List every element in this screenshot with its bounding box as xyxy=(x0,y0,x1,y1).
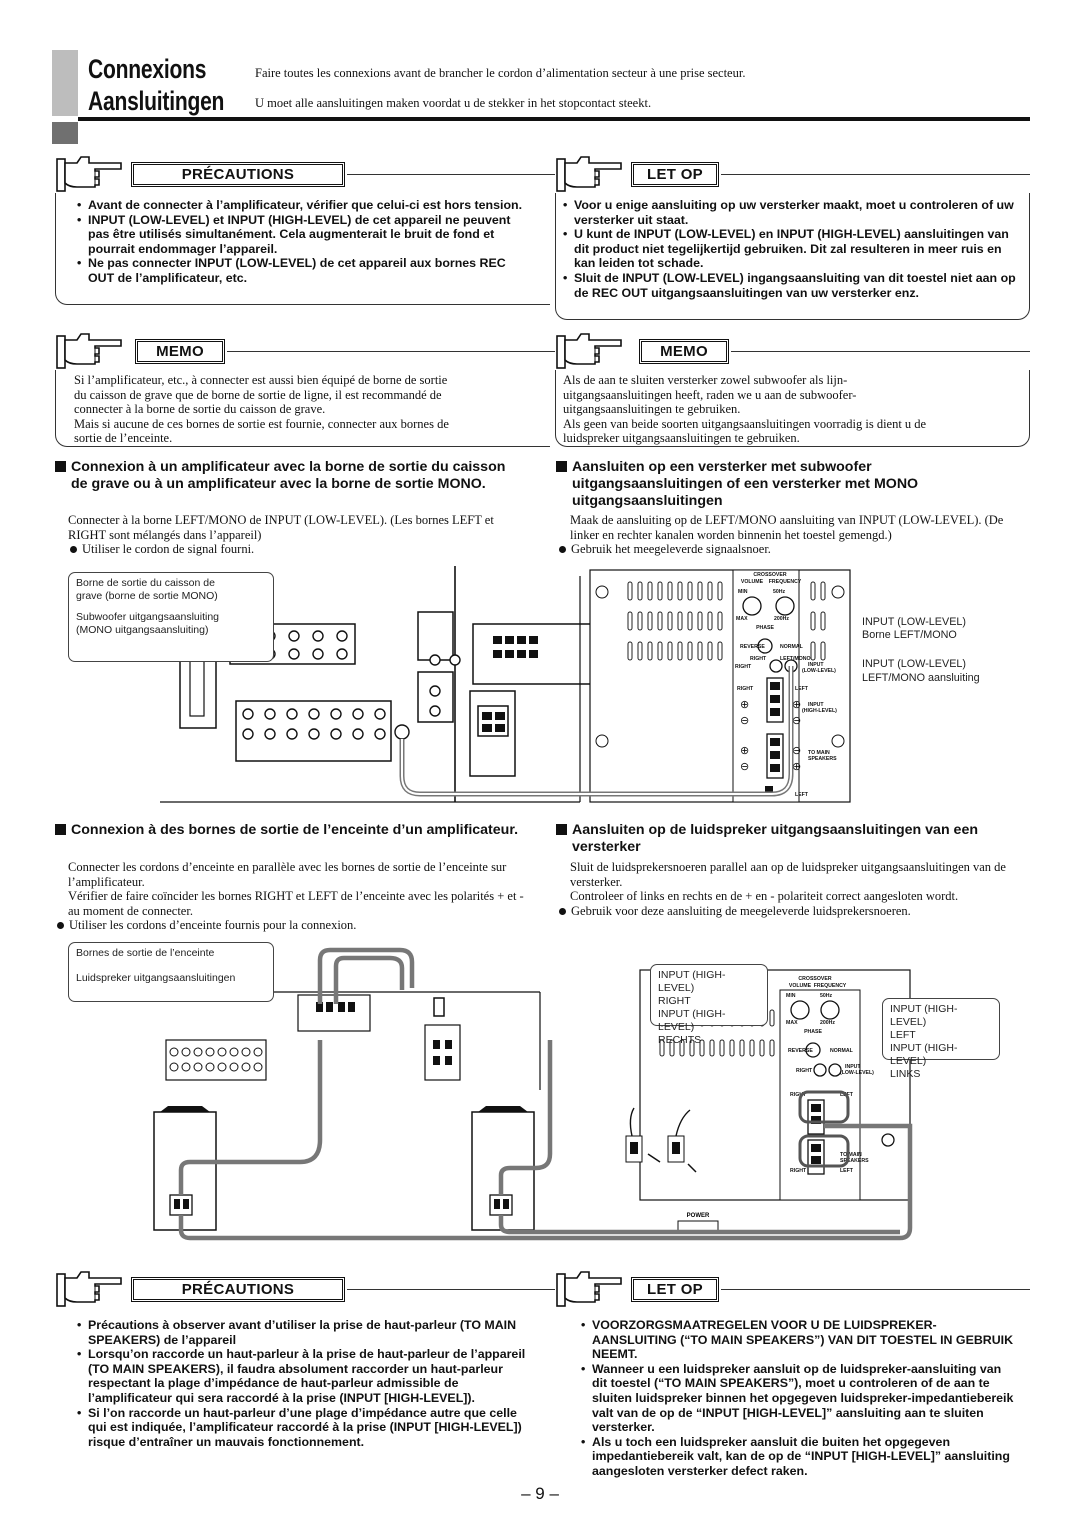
list-item: • Wanneer u een luidspreker aansluit op de luidspreker-aansluiting van dit toestel (“TO MAIN SPEAKERS”), moet u controleren of de aan te sluiten luidspreker binnen het opgegeven luidspreker-impedantiebereik valt van de op de “INPUT [HIGH-LEVEL]” aansluiting aan te sluiten versterker. xyxy=(578,1362,1018,1435)
svg-text:REVERSE: REVERSE xyxy=(740,644,765,650)
svg-text:FREQUENCY: FREQUENCY xyxy=(768,579,802,585)
speaker-left xyxy=(154,1106,216,1230)
svg-text:50Hz: 50Hz xyxy=(773,589,786,595)
subwoofer-rear-panel xyxy=(590,570,850,802)
list-item: • Précautions à observer avant d’utiliser la prise de haut-parleur (TO MAIN SPEAKERS) de l’appareil xyxy=(74,1318,534,1347)
svg-text:POWER: POWER xyxy=(686,1213,710,1219)
svg-text:⊕: ⊕ xyxy=(740,745,750,757)
letop-top-list xyxy=(560,198,1020,300)
memo-nl-text: Als de aan te sluiten versterker zowel subwoofer als lijn- uitgangsaansluitingen heeft, raden we u aan de subwoofer- uitgangsaansluitingen te gebruiken. Als geen van beide soorten uitgangsaansluitingen voorradig is dient u de luidspreker uitgangsaansluitingen te gebruiken. xyxy=(563,373,927,446)
title-nl: Aansluitingen xyxy=(88,86,225,116)
list-item: • Si l’on raccorde un haut-parleur d’une plage d’impédance autre que celle qui est indiquée, l’amplificateur raccordé à la prise (INPUT [HIGH-LEVEL]) risque d’entraîner un mauvais fonctionnement. xyxy=(74,1406,534,1450)
svg-text:(LOW-LEVEL): (LOW-LEVEL) xyxy=(840,1070,874,1076)
header-rule-line xyxy=(347,1289,555,1290)
list-item: • Avant de connecter à l’amplificateur, vérifier que celui-ci est hors tension. xyxy=(74,198,534,213)
svg-text:⊖: ⊖ xyxy=(740,715,750,727)
pointing-hand-icon xyxy=(555,155,625,195)
letop-tag: LET OP xyxy=(631,1277,719,1302)
title-fr: Connexions xyxy=(88,54,207,84)
header-rule-line xyxy=(721,1289,1030,1290)
pointing-hand-icon xyxy=(555,1270,625,1310)
svg-text:TO MAIN: TO MAIN xyxy=(808,750,830,756)
svg-text:NORMAL: NORMAL xyxy=(830,1048,853,1054)
svg-text:INPUT: INPUT xyxy=(808,662,824,668)
svg-text:NORMAL: NORMAL xyxy=(780,644,803,650)
precautions-tag: PRÉCAUTIONS xyxy=(131,1277,345,1302)
svg-text:⊕: ⊕ xyxy=(792,761,802,773)
list-item: • Sluit de INPUT (LOW-LEVEL) ingangsaansluiting van dit toestel niet aan op de REC OUT uitgangsaansluitingen van uw versterker enz. xyxy=(560,271,1020,300)
section2-nl-heading: Aansluiten op de luidspreker uitgangsaansluitingen van een versterker xyxy=(556,822,1026,856)
list-item: • Voor u enige aansluiting op uw versterker maakt, moet u controleren of uw versterker uit staat. xyxy=(560,198,1020,227)
svg-text:200Hz: 200Hz xyxy=(820,1020,835,1026)
svg-text:50Hz: 50Hz xyxy=(820,993,833,999)
memo-tag: MEMO xyxy=(135,339,225,364)
diagram2-callout-right: INPUT (HIGH-LEVEL) LEFT INPUT (HIGH-LEVEL) LINKS xyxy=(882,998,1000,1060)
svg-text:SPEAKERS: SPEAKERS xyxy=(808,756,837,762)
letop-bottom-section xyxy=(555,1270,1030,1310)
section2-fr-heading: Connexion à des bornes de sortie de l’enceinte d’un amplificateur. xyxy=(55,822,525,839)
svg-text:LEFT: LEFT xyxy=(795,686,808,692)
svg-text:⊖: ⊖ xyxy=(792,745,802,757)
svg-text:RIGHT: RIGHT xyxy=(735,664,752,670)
svg-text:CROSSOVER: CROSSOVER xyxy=(753,572,787,578)
letop-top-section xyxy=(555,155,1030,195)
section2-nl-body: Sluit de luidsprekersnoeren parallel aan op de luidspreker uitgangsaansluitingen van de versterker. Controleer of links en rechts en de + en - polariteit correct aangesloten wordt. Gebruik voor deze aansluiting de meegeleverde luidsprekersnoeren. xyxy=(570,860,1032,918)
precautions-bottom-list xyxy=(74,1318,534,1449)
svg-text:VOLUME: VOLUME xyxy=(740,579,764,585)
svg-text:LEFT/MONO: LEFT/MONO xyxy=(780,656,811,662)
header-rule xyxy=(78,117,1030,121)
amplifier-rear-panel xyxy=(160,992,540,1090)
header-bar-dark xyxy=(52,122,78,144)
svg-text:LEFT: LEFT xyxy=(840,1092,853,1098)
pointing-hand-icon xyxy=(55,155,125,195)
svg-text:(HIGH-LEVEL): (HIGH-LEVEL) xyxy=(802,708,837,714)
svg-text:MIN: MIN xyxy=(786,993,796,999)
svg-text:CROSSOVER: CROSSOVER xyxy=(798,976,832,982)
precautions-top-list xyxy=(74,198,534,286)
svg-text:MAX: MAX xyxy=(786,1020,798,1026)
pointing-hand-icon xyxy=(555,332,625,372)
svg-text:RIGHT: RIGHT xyxy=(737,792,754,798)
svg-text:TO MAIN: TO MAIN xyxy=(840,1152,862,1158)
svg-text:200Hz: 200Hz xyxy=(774,616,789,622)
svg-text:INPUT: INPUT xyxy=(845,1064,861,1070)
svg-text:MAX: MAX xyxy=(736,616,748,622)
header-rule-line xyxy=(731,351,1030,352)
svg-text:SPEAKERS: SPEAKERS xyxy=(840,1158,869,1164)
svg-text:PHASE: PHASE xyxy=(804,1029,822,1035)
section1-nl-body: Maak de aansluiting op de LEFT/MONO aansluiting van INPUT (LOW-LEVEL). (De linker en rechter kanalen worden binnenin het toestel gemengd.) Gebruik het meegeleverde signaalsnoer. xyxy=(570,513,1032,557)
svg-text:MIN: MIN xyxy=(738,589,748,595)
header-rule-line xyxy=(227,351,555,352)
section1-nl-heading: Aansluiten op een versterker met subwoofer uitgangsaansluitingen of een versterker met MONO uitgangsaansluitingen xyxy=(556,459,1016,510)
svg-text:LEFT: LEFT xyxy=(795,792,808,798)
pointing-hand-icon xyxy=(55,332,125,372)
svg-text:⊕: ⊕ xyxy=(792,699,802,711)
letop-tag: LET OP xyxy=(631,162,719,187)
memo-nl-section xyxy=(555,332,1030,372)
subtitle-fr: Faire toutes les connexions avant de brancher le cordon d’alimentation secteur à une prise secteur. xyxy=(255,66,746,80)
diagram1-labels-right: INPUT (LOW-LEVEL) Borne LEFT/MONO INPUT (LOW-LEVEL) LEFT/MONO aansluiting xyxy=(862,616,980,684)
header-rule-line xyxy=(721,174,1030,175)
header-bar-light xyxy=(52,50,78,116)
svg-text:INPUT: INPUT xyxy=(808,702,824,708)
precautions-tag: PRÉCAUTIONS xyxy=(131,162,345,187)
precautions-top-section xyxy=(55,155,555,195)
list-item: • Ne pas connecter INPUT (LOW-LEVEL) de cet appareil aux bornes REC OUT de l’amplificateur, etc. xyxy=(74,256,534,285)
svg-text:RIGHT: RIGHT xyxy=(750,656,767,662)
svg-text:REVERSE: REVERSE xyxy=(788,1048,813,1054)
letop-bottom-list xyxy=(578,1318,1018,1479)
svg-text:RIGHT: RIGHT xyxy=(790,1168,807,1174)
svg-text:(LOW-LEVEL): (LOW-LEVEL) xyxy=(802,668,836,674)
diagram1-callout-left: Borne de sortie du caisson de grave (borne de sortie MONO) Subwoofer uitgangsaansluiting (MONO uitgangsaansluiting) xyxy=(68,572,274,662)
pointing-hand-icon xyxy=(55,1270,125,1310)
svg-text:LEFT: LEFT xyxy=(840,1168,853,1174)
svg-text:FREQUENCY: FREQUENCY xyxy=(813,983,847,989)
section2-fr-body: Connecter les cordons d’enceinte en parallèle avec les bornes de sortie de l’enceinte sur l’amplificateur. Vérifier de faire coïncider les bornes RIGHT et LEFT de l’enceinte avec les polarités + et - au moment de connecter. Utiliser les cordons d’enceinte fournis pour la connexion. xyxy=(68,860,530,933)
subtitle-nl: U moet alle aansluitingen maken voordat u de stekker in het stopcontact steekt. xyxy=(255,96,652,110)
precautions-bottom-section xyxy=(55,1270,555,1310)
svg-text:VOLUME: VOLUME xyxy=(788,983,812,989)
svg-text:⊖: ⊖ xyxy=(792,715,802,727)
svg-text:RIGHT: RIGHT xyxy=(796,1068,813,1074)
svg-text:⊕: ⊕ xyxy=(740,699,750,711)
list-item: • Lorsqu’on raccorde un haut-parleur à la prise de haut-parleur de l’appareil (TO MAIN SPEAKERS), il faudra absolument raccorder un haut-parleur respectant la plage d’impédance de haut-parleur admissible de l’amplificateur qui sera raccordé à la prise (INPUT [HIGH-LEVEL]). xyxy=(74,1347,534,1405)
memo-fr-section xyxy=(55,332,555,372)
svg-text:PHASE: PHASE xyxy=(756,625,774,631)
svg-text:⊖: ⊖ xyxy=(740,761,750,773)
list-item: • U kunt de INPUT (LOW-LEVEL) en INPUT (HIGH-LEVEL) aansluitingen van dit product niet tegelijkertijd gebruiken. Dit zal resulteren in meer ruis en kan leiden tot schade. xyxy=(560,227,1020,271)
memo-fr-text: Si l’amplificateur, etc., à connecter est aussi bien équipé de borne de sortie du caisson de grave que de borne de sortie de ligne, il est recommandé de connecter à la borne de sortie du caisson de grave. Mais si aucune de ces bornes de sortie est fournie, connecter aux bornes de sortie de l’enceinte. xyxy=(74,373,449,446)
section1-fr-body: Connecter à la borne LEFT/MONO de INPUT (LOW-LEVEL). (Les bornes LEFT et RIGHT sont mélangés dans l’appareil) Utiliser le cordon de signal fourni. xyxy=(68,513,530,557)
svg-text:RIGHT: RIGHT xyxy=(790,1092,807,1098)
memo-tag: MEMO xyxy=(639,339,729,364)
svg-text:RIGHT: RIGHT xyxy=(737,686,754,692)
section1-fr-heading: Connexion à un amplificateur avec la borne de sortie du caisson de grave ou à un amplificateur avec la borne de sortie MONO. xyxy=(55,459,525,493)
header-rule-line xyxy=(347,174,555,175)
list-item: • INPUT (LOW-LEVEL) et INPUT (HIGH-LEVEL) de cet appareil ne peuvent pas être utilisés simultanément. Cela augmenterait le bruit de fond et pourrait endommager l’appareil. xyxy=(74,213,534,257)
diagram2-callout-mid: INPUT (HIGH-LEVEL) RIGHT INPUT (HIGH-LEVEL) RECHTS xyxy=(650,964,768,1026)
page-number: – 9 – xyxy=(521,1484,559,1503)
diagram2-callout-left: Bornes de sortie de l’enceinte Luidspreker uitgangsaansluitingen xyxy=(68,942,274,1002)
list-item: • VOORZORGSMAATREGELEN VOOR U DE LUIDSPREKER-AANSLUITING (“TO MAIN SPEAKERS”) VAN DIT TOESTEL IN GEBRUIK NEEMT. xyxy=(578,1318,1018,1362)
list-item: • Als u toch een luidspreker aansluit die buiten het opgegeven impedantiebereik valt, kan de op de “INPUT [HIGH-LEVEL]” aansluiting aangesloten versterker defect raken. xyxy=(578,1435,1018,1479)
